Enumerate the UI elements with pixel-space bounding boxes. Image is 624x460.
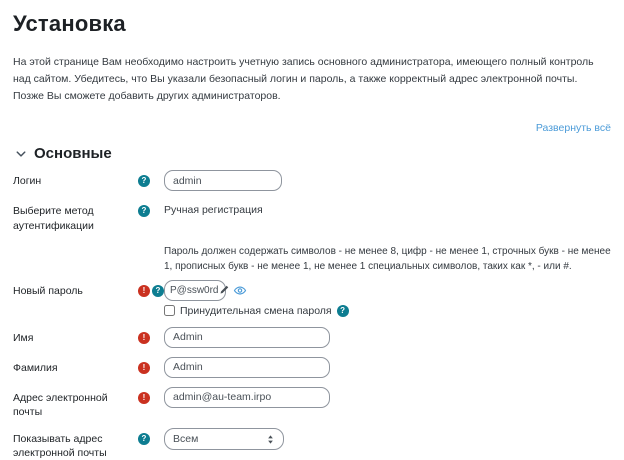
new-password-row [13,280,611,301]
section-title: Основные [34,145,112,163]
updown-arrows-icon [266,434,275,445]
firstname-label: Имя [13,331,34,344]
help-icon[interactable]: ? [138,433,150,445]
login-row [13,170,611,191]
password-policy-text: Пароль должен содержать символов - не менее 8, цифр - не менее 1, строчных букв - не менее 1, прописных букв - не менее 1, не менее 1 специальных символов, таких как *, - или #. [164,245,611,272]
email-row [13,387,611,419]
email-input[interactable] [164,387,330,408]
force-password-change-row [164,305,611,317]
lastname-row [13,357,611,378]
chevron-down-icon [15,148,27,160]
help-icon[interactable]: ? [337,305,349,317]
lastname-label: Фамилия [13,361,58,374]
help-icon[interactable]: ? [138,175,150,187]
new-password-value: P@ssw0rd [170,284,219,296]
email-visibility-value: Всем [173,433,199,446]
force-password-change-checkbox[interactable] [164,305,175,316]
unmask-eye-icon[interactable] [233,284,247,297]
required-icon: ! [138,362,150,374]
admin-account-form [13,170,611,460]
expand-all-row [13,118,611,136]
email-visibility-select[interactable] [164,428,284,450]
help-icon[interactable]: ? [138,205,150,217]
auth-method-label: Выберите метод аутентификации [13,205,94,232]
edit-pencil-icon[interactable] [219,285,229,295]
new-password-field[interactable] [164,280,226,301]
login-label: Логин [13,175,42,188]
email-label: Адрес электронной почты [13,391,108,418]
required-icon: ! [138,285,150,297]
auth-method-row [13,200,611,232]
email-visibility-row [13,428,611,460]
page-title: Установка [13,11,126,36]
page-description: На этой странице Вам необходимо настроить учетную запись основного администратора, имеющего полный контроль над сайтом. Убедитесь, что Вы указали безопасный логин и пароль, а также корректный адрес электронной почты. Позже Вы сможете добавить других администраторов. [13,56,594,102]
expand-all-link[interactable]: Развернуть всё [535,122,611,135]
section-header-general[interactable] [13,145,611,162]
email-visibility-label: Показывать адрес электронной почты [13,433,107,460]
force-password-change-label: Принудительная смена пароля [180,304,332,317]
firstname-input[interactable] [164,327,330,348]
auth-method-value: Ручная регистрация [164,204,263,217]
help-icon[interactable]: ? [152,285,164,297]
login-input[interactable] [164,170,282,191]
required-icon: ! [138,392,150,404]
firstname-row [13,327,611,348]
password-policy-row [13,242,611,274]
new-password-label: Новый пароль [13,284,83,297]
lastname-input[interactable] [164,357,330,378]
required-icon: ! [138,332,150,344]
